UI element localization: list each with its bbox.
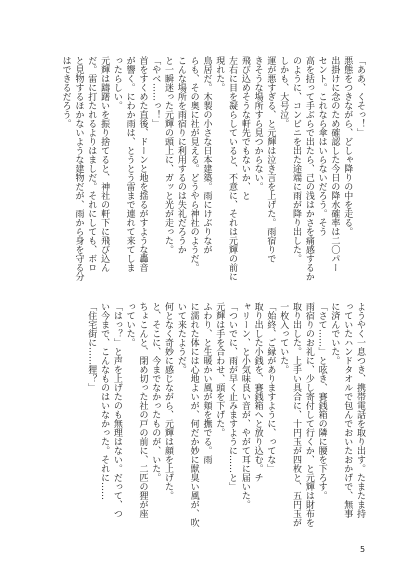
text-column: 「ついでに、雨が早く止みますように……と」 [227, 302, 238, 491]
text-column: こんな場所を雨宿りに利用するのは失礼だろうか [175, 56, 186, 254]
text-column: 取り出した小銭を、賽銭箱へと放り込む。チ [252, 302, 263, 482]
text-column: 運が悪すぎる、と元輝は泣き言を上げた。雨宿りで [265, 56, 276, 263]
text-column: 首をすくめた直後、ドーンと地を揺るがすような轟音 [137, 56, 148, 272]
text-column: 「やべ……っ！」 [150, 56, 161, 128]
text-column: 飛び込めそうな軒先でもないか、と [239, 56, 250, 200]
text-column: ったらしい。 [111, 56, 122, 110]
text-column: ャリーン、と小気味良い音が、やがて耳に届いた。 [239, 302, 250, 509]
text-column: 「はっ？」と声を上げたのも無理はない。だって、つ [111, 302, 122, 518]
text-column: っていた。 [124, 302, 135, 347]
text-column: だ。雷に打たれるよりはましだ。それにしても、ボロ [86, 56, 97, 272]
text-column: しかも、大号泣。 [278, 56, 289, 128]
text-column: ようやく一息つき、携帯電話を取り出す。たまたま持 [355, 302, 365, 518]
text-column: 元輝は手を合わせ、頭を下げた。 [214, 302, 225, 437]
text-column: 鳥居だ。木製の小さな日本建築。雨にけぶりなが [201, 56, 212, 254]
text-column: 高を括って手ぶらで出たら、己の浅はかさを痛感するか [303, 56, 314, 281]
text-column: 一枚入っていた。 [278, 302, 289, 374]
text-column: に済んでいた。 [329, 302, 340, 365]
text-column: と、そこに、今までなかったものが、いた。 [150, 302, 161, 482]
text-column: 「住宅街に……狸？」 [86, 302, 97, 392]
text-column: と一瞬迷った元輝の頭上に、ガッと光が走った。 [163, 56, 174, 254]
text-column: らも、その奥に社が見える。どうやら神社のようだ。 [188, 56, 199, 272]
text-column: 左右に目を凝らしていると、不意に、それは元輝の前に [227, 56, 238, 281]
text-column: 現れた。 [214, 56, 225, 92]
text-column: 「さて……」と呟き、賽銭箱の隣に腰を下ろす。 [316, 302, 327, 500]
text-column: 何となく奇妙に感じながら、元輝は顔を上げた。 [163, 302, 174, 500]
text-column: が響く。にわか雨は、とうとう雷まで連れて来てしま [124, 56, 135, 272]
text-column: ちょこんと、閉め切った社の戸の前に、二匹の狸が座 [137, 302, 148, 518]
text-column: と見物するほかないような建物だが、雨から身を守る分 [73, 56, 84, 281]
text-column: セント。これなら傘はいらないだろう。そう [316, 56, 327, 236]
text-column: 「始終、ご縁がありますように、ってな」 [265, 302, 276, 473]
text-column: いて来たようだ。 [175, 302, 186, 374]
lower-text-block [34, 302, 366, 542]
text-column: ふわり、と生暖かい風が頬を撫でる。雨 [201, 302, 212, 464]
upper-text-block [34, 56, 366, 296]
text-column: 「ああ、くそっ！」 [355, 56, 365, 137]
text-column: きそうな場所すら見つからない。 [252, 56, 263, 191]
text-column: っていたハンドタオルで包んでおいたおかげで、無事 [342, 302, 353, 518]
text-column: に濡れた体には心地よいが、何だか妙に獣臭い風が、吹 [188, 302, 199, 527]
text-column: 雨宿りのお礼に、少し寄付して行くか、と元輝は財布を [303, 302, 314, 527]
text-column: い今まで、こんなものはいなかった。それに…… [99, 302, 110, 500]
text-column: 出掛けに念のため確認した今日の降水確率は二〇パー [329, 56, 340, 272]
text-column: 元輝は躊躇いを振り捨てると、神社の軒下に飛び込ん [99, 56, 110, 272]
page-number: 5 [360, 545, 366, 554]
text-column: 悪態をつきながら、どしゃ降りの中を走る。 [342, 56, 353, 236]
text-column: のように、コンビニを出た途端に雨が降り出した。 [291, 56, 302, 263]
text-column: はできるだろう。 [60, 56, 71, 128]
text-column: 取り出した。上手い具合に、十円玉が四枚と、五円玉が [291, 302, 302, 527]
